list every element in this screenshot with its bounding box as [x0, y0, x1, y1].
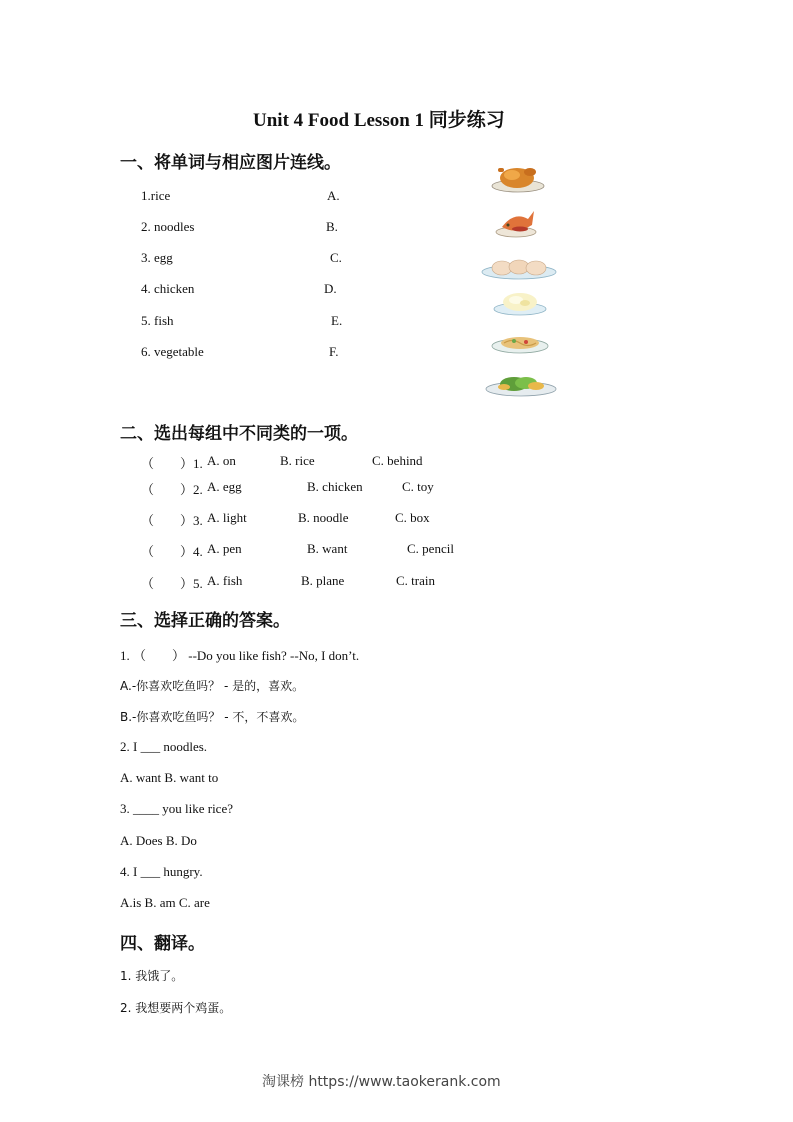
question-1-option-b: B.-你喜欢吃鱼吗？ - 不，不喜欢。	[120, 710, 305, 724]
choice-option-3b: B. noodle	[298, 510, 349, 525]
question-2-options: A. want B. want to	[120, 770, 219, 785]
choice-option-1c: C. behind	[372, 453, 423, 468]
match-letter-c: C.	[330, 250, 342, 265]
fish-dish-image	[494, 205, 538, 239]
question-4: 4. I ___ hungry.	[120, 864, 203, 879]
match-letter-f: F.	[329, 344, 339, 359]
choice-option-1b: B. rice	[280, 453, 315, 468]
rice-bowl-image	[492, 289, 548, 317]
match-word-6: 6. vegetable	[141, 344, 204, 359]
choice-bracket-4: （ ）4.	[141, 544, 203, 559]
choice-option-3c: C. box	[395, 510, 430, 525]
match-word-3: 3. egg	[141, 250, 173, 265]
choice-option-2c: C. toy	[402, 479, 434, 494]
choice-bracket-3: （ ）3.	[141, 513, 203, 528]
choice-option-5b: B. plane	[301, 573, 345, 588]
choice-bracket-2: （ ）2.	[141, 482, 203, 497]
choice-option-1a: A. on	[207, 453, 236, 468]
question-1-option-a: A.-你喜欢吃鱼吗？ - 是的，喜欢。	[120, 679, 305, 693]
choice-option-3a: A. light	[207, 510, 247, 525]
translation-2: 2. 我想要两个鸡蛋。	[120, 1001, 232, 1015]
choice-option-4c: C. pencil	[407, 541, 454, 556]
section-2-heading: 二、选出每组中不同类的一项。	[120, 424, 358, 444]
question-3-options: A. Does B. Do	[120, 833, 197, 848]
footer-watermark: 淘课榜 https://www.taokerank.com	[262, 1074, 501, 1090]
question-1: 1. （ ） --Do you like fish? --No, I don’t.	[120, 648, 360, 663]
match-word-5: 5. fish	[141, 313, 174, 328]
choice-bracket-5: （ ）5.	[141, 576, 203, 591]
match-word-4: 4. chicken	[141, 281, 195, 296]
choice-option-4a: A. pen	[207, 541, 242, 556]
section-3-heading: 三、选择正确的答案。	[120, 611, 290, 631]
vegetable-plate-image	[484, 369, 558, 399]
match-letter-b: B.	[326, 219, 338, 234]
section-1-heading: 一、将单词与相应图片连线。	[120, 153, 341, 173]
question-4-options: A.is B. am C. are	[120, 895, 210, 910]
match-letter-a: A.	[327, 188, 340, 203]
question-2: 2. I ___ noodles.	[120, 739, 208, 754]
match-letter-e: E.	[331, 313, 343, 328]
choice-option-2b: B. chicken	[307, 479, 363, 494]
noodles-plate-image	[490, 330, 550, 356]
match-word-2: 2. noodles	[141, 219, 195, 234]
match-letter-d: D.	[324, 281, 337, 296]
section-4-heading: 四、翻译。	[120, 934, 205, 954]
roast-chicken-image	[490, 160, 546, 194]
choice-option-4b: B. want	[307, 541, 348, 556]
question-3: 3. ____ you like rice?	[120, 801, 233, 816]
eggs-plate-image	[480, 257, 558, 281]
match-word-1: 1.rice	[141, 188, 171, 203]
page-title: Unit 4 Food Lesson 1 同步练习	[253, 110, 505, 131]
choice-option-5c: C. train	[396, 573, 435, 588]
choice-bracket-1: （ ）1.	[141, 456, 203, 471]
translation-1: 1. 我饿了。	[120, 969, 184, 983]
choice-option-2a: A. egg	[207, 479, 242, 494]
choice-option-5a: A. fish	[207, 573, 243, 588]
